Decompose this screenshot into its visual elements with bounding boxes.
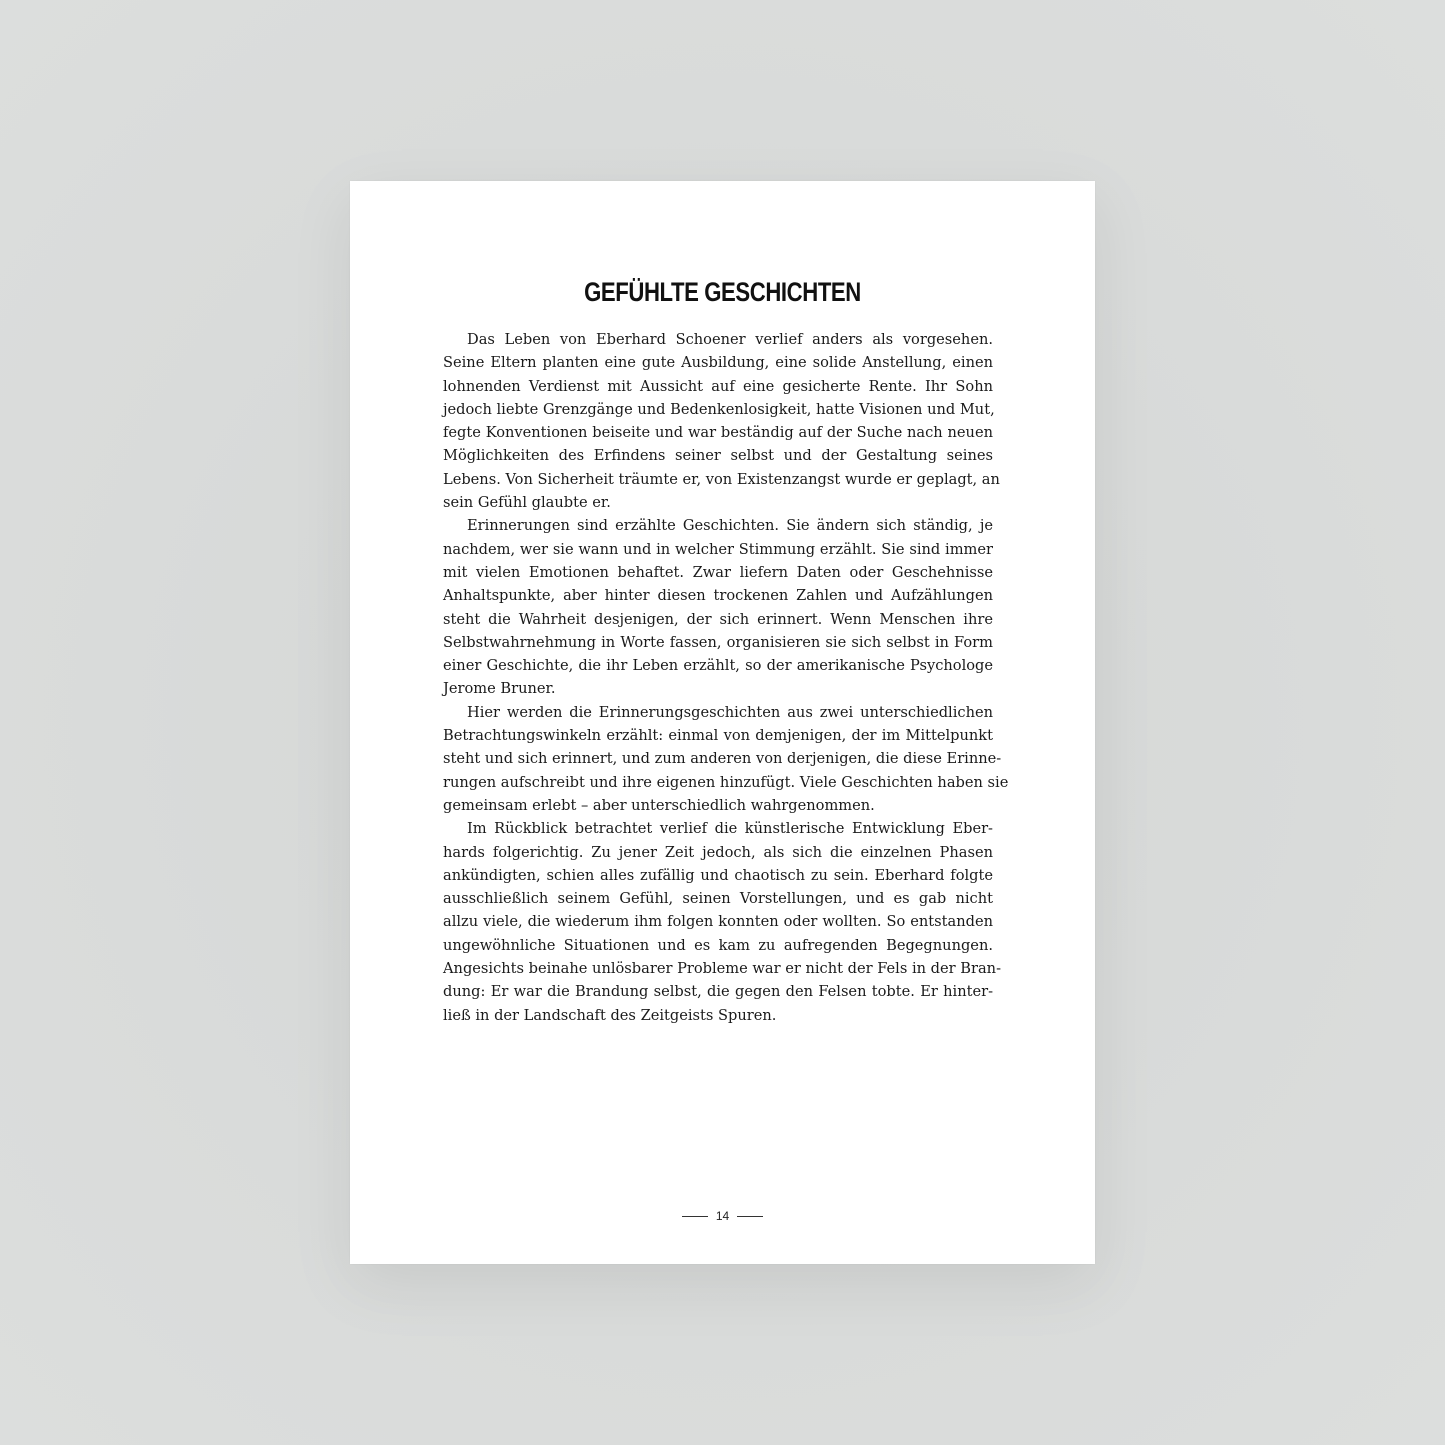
- text-line: Das Leben von Eberhard Schoener verlief anders als vorgesehen.: [467, 331, 993, 348]
- text-line: nachdem, wer sie wann und in welcher Stimmung erzählt. Sie sind immer: [443, 540, 993, 558]
- rule-left: [682, 1216, 708, 1217]
- text-line: fegte Konventionen beiseite und war beständig auf der Suche nach neuen: [443, 424, 993, 442]
- text-line: Selbstwahrnehmung in Worte fassen, organisieren sie sich selbst in Form: [443, 633, 993, 651]
- paragraph: [443, 701, 1009, 817]
- text-line: dung: Er war die Brandung selbst, die gegen den Felsen tobte. Er hinter-: [443, 983, 993, 1001]
- text-line: ankündigten, schien alles zufällig und chaotisch zu sein. Eberhard folgte: [443, 866, 993, 884]
- text-line: Hier werden die Erinnerungsgeschichten aus zwei unterschiedlichen: [467, 703, 993, 721]
- text-line: ungewöhnliche Situationen und es kam zu aufregenden Begegnungen.: [443, 936, 993, 954]
- page-number-footer: [350, 1209, 1095, 1223]
- book-page: [350, 181, 1095, 1264]
- paragraph: [443, 514, 993, 700]
- text-line: Erinnerungen sind erzählte Geschichten. Sie ändern sich ständig, je: [467, 517, 993, 535]
- text-line: steht die Wahrheit desjenigen, der sich erinnert. Wenn Menschen ihre: [443, 610, 993, 628]
- text-line: Lebens. Von Sicherheit träumte er, von Existenzangst wurde er geplagt, an: [443, 470, 1000, 488]
- paragraph: [443, 328, 1000, 514]
- text-line: Im Rückblick betrachtet verlief die künstlerische Entwicklung Eber-: [467, 820, 993, 838]
- text-line: jedoch liebte Grenzgänge und Bedenkenlosigkeit, hatte Visionen und Mut,: [443, 400, 995, 418]
- rule-right: [737, 1216, 763, 1217]
- page-number: 14: [715, 1209, 730, 1223]
- text-line: Angesichts beinahe unlösbarer Probleme war er nicht der Fels in der Bran-: [443, 960, 1001, 978]
- text-line: Anhaltspunkte, aber hinter diesen trockenen Zahlen und Aufzählungen: [443, 587, 993, 605]
- text-line: Seine Eltern planten eine gute Ausbildung, eine solide Anstellung, einen: [443, 354, 993, 372]
- text-line: steht und sich erinnert, und zum anderen von derjenigen, die diese Erinne-: [443, 750, 1002, 768]
- text-line: einer Geschichte, die ihr Leben erzählt, so der amerikanische Psychologe: [443, 657, 993, 675]
- text-line: ließ in der Landschaft des Zeitgeists Spuren.: [443, 1006, 777, 1024]
- text-line: hards folgerichtig. Zu jener Zeit jedoch, als sich die einzelnen Phasen: [443, 843, 993, 861]
- text-line: ausschließlich seinem Gefühl, seinen Vorstellungen, und es gab nicht: [443, 890, 993, 908]
- text-line: Jerome Bruner.: [443, 680, 556, 698]
- text-line: rungen aufschreibt und ihre eigenen hinzufügt. Viele Geschichten haben sie: [443, 773, 1009, 791]
- text-line: sein Gefühl glaubte er.: [443, 494, 611, 512]
- chapter-title: GEFÜHLTE GESCHICHTEN: [584, 277, 861, 308]
- text-line: allzu viele, die wiederum ihm folgen konnten oder wollten. So entstanden: [443, 913, 993, 931]
- text-line: gemeinsam erlebt – aber unterschiedlich wahrgenommen.: [443, 796, 875, 814]
- body-text: [443, 328, 1009, 1027]
- text-line: lohnenden Verdienst mit Aussicht auf eine gesicherte Rente. Ihr Sohn: [443, 377, 993, 395]
- text-line: Möglichkeiten des Erfindens seiner selbst und der Gestaltung seines: [443, 447, 993, 465]
- paragraph: [443, 817, 1001, 1027]
- text-line: mit vielen Emotionen behaftet. Zwar liefern Daten oder Geschehnisse: [443, 563, 993, 581]
- text-line: Betrachtungswinkeln erzählt: einmal von demjenigen, der im Mittelpunkt: [443, 727, 993, 745]
